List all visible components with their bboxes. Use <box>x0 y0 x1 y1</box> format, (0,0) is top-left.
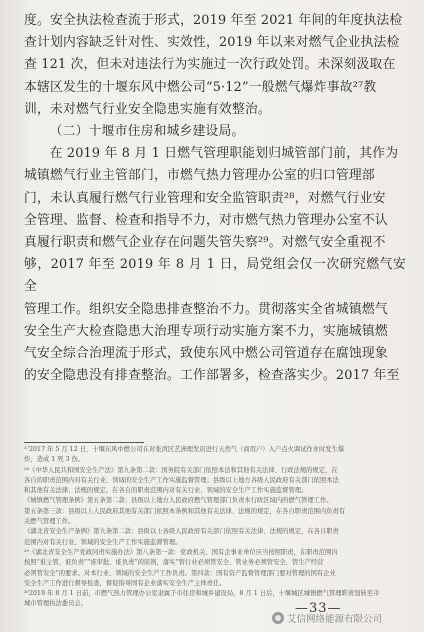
text-line: 训，未对燃气行业安全隐患实施有效整治。 <box>24 101 271 117</box>
footnote-line: 《湖北省安全生产条例》第九条第二款：县级以上各级人民政府有关部门依照有关法律、法规的规定，在各自职责 <box>24 528 339 536</box>
text-line: 全管理、监督、检查和指导不力，对市燃气热力管理办公室不认 <box>24 212 388 228</box>
paragraph-continuation <box>24 10 406 121</box>
footnote-line: 城市管理执法委员会。 <box>24 600 87 608</box>
paragraph <box>24 143 406 387</box>
footnote-divider <box>24 442 144 443</box>
footnote-line: 安全生产工作进行督导检查，督促指导国有企业落实安全生产主体责任。 <box>24 579 226 587</box>
text-line: 本辖区发生的十堰东风中燃公司“5·12”一般燃气爆炸事故²⁷教 <box>24 79 377 95</box>
text-line: 真履行职责和燃气企业存在问题失管失察²⁹。对燃气安全重视不 <box>24 235 386 251</box>
footnote-line: ²⁹《湖北省安全生产党政同责实施办法》第八条第一款：党政机关、国有企事业单位应当按照职责，在职责范围内 <box>24 548 338 556</box>
footnote-line: 和其他有关法律、法规的规定，在各自的职责范围内对有关行业、领域的安全生产工作实施监督管理。 <box>24 487 308 495</box>
footnote-line: 关燃气管理工作。 <box>24 518 75 526</box>
text-line: 的安全隐患没有排查整治。工作部署多，检查落实少。2017 年至 <box>24 368 400 384</box>
text-line: 门，未认真履行燃气行业管理和安全监管职责²⁸，对燃气行业安 <box>24 190 386 206</box>
footnote-line: 范围内对有关行业、领域的安全生产工作实施监督管理。 <box>24 538 182 546</box>
footnote-line: 第五条第三款：县级以上人民政府其他有关部门依照本条例和其他有关法律、法规的规定，在各自职责范围内负责有 <box>24 507 346 515</box>
text-line: 在 2019 年 8 月 1 日燃气管理职能划归城管部门前，其作为 <box>49 146 399 162</box>
page-number: —33— <box>295 601 342 616</box>
text-line: 安全生产大检查隐患大治理专项行动实施方案不力，实施城镇燃 <box>24 323 388 339</box>
text-line: 查 121 次，但未对违法行为实施过一次行政处罚。未深刻汲取在 <box>24 57 396 73</box>
footnote-line: 按照“谁主管、谁负责”“谁审批、谁负责”的原则，落实“管行业必须管安全、管业务必须管安全、管生产经营 <box>24 559 324 567</box>
footnote-line: 炸，造成 1 死 3 伤。 <box>24 456 85 464</box>
watermark <box>272 611 382 625</box>
text-line: 度。安全执法检查流于形式，2019 年至 2021 年间的年度执法检 <box>24 13 403 28</box>
footnote-line: 《城镇燃气管理条例》第五条第二款：县级以上地方人民政府燃气管理部门负责本行政区域内的燃气管理工作。 <box>24 497 333 505</box>
text-line: 城镇燃气行业主管部门，市燃气热力管理办公室的归口管理部 <box>24 168 375 184</box>
body-text <box>24 10 406 387</box>
footnote-line: 各自的职责范围内对有关行业、领域的安全生产工作实施监督管理；县级以上地方各级人民政府有关部门依照本法 <box>24 476 339 484</box>
text-line: 够，2017 年至 2019 年 8 月 1 日，局党组会仅一次研究燃气安全 <box>24 257 406 295</box>
watermark-text: 艾信网络能源有限公司 <box>287 614 383 625</box>
footnote-line: ³⁰2019 年 8 月 1 日前，市燃气热力管理办公室隶属于市住房和城乡建设局，8 月 1 日后，十堰城区城镇燃气管理职责划转至市 <box>24 590 380 598</box>
footnote-line: ²⁷2017 年 5 月 12 日，十堰东风中燃公司在对张湾区艺洲理发店进行天然气（商用户）入户点火调试作业时发生爆 <box>24 446 345 453</box>
footnote-line: ²⁸《中华人民共和国安全生产法》第九条第二款：国务院有关部门依照本法和其他有关法律、行政法规的规定，在 <box>24 466 338 474</box>
text-line: 气安全综合治理流于形式，致使东风中燃公司管道存在腐蚀现象 <box>24 346 388 362</box>
footnote-line: 必须管安全”的要求。对本行业、领域的安全生产工作负责。第四款：国有资产监督管理部门要对管理的国有企业 <box>24 569 336 577</box>
section-heading: （二）十堰市住房和城乡建设局。 <box>49 124 245 140</box>
text-line: 管理工作。组织安全隐患排查整治不力。贯彻落实全省城镇燃气 <box>24 301 388 317</box>
wechat-logo-icon <box>272 612 284 624</box>
text-line: 查计划内容缺乏针对性、实效性，2019 年以来对燃气企业执法检 <box>24 35 400 51</box>
footnotes <box>24 445 406 610</box>
